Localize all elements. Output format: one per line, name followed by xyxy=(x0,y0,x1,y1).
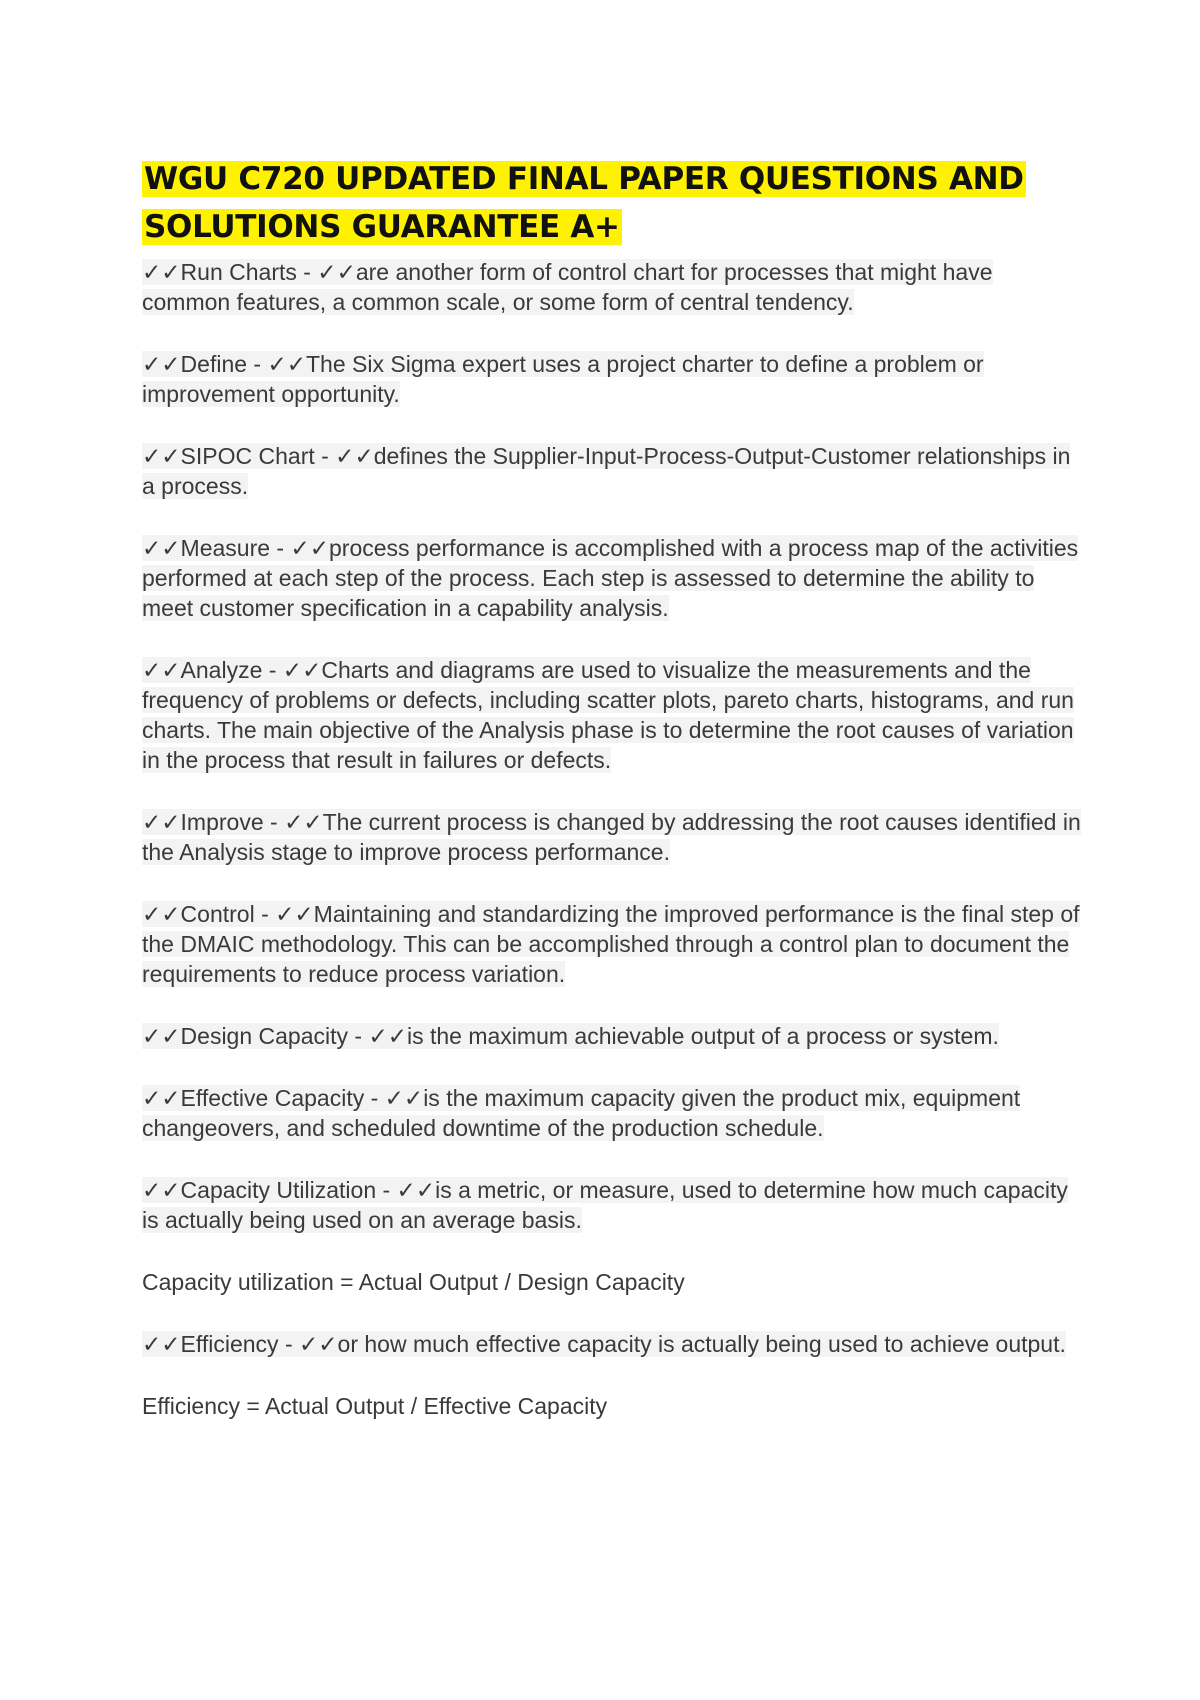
formula-efficiency xyxy=(142,1391,1082,1421)
entry-design-capacity xyxy=(142,1021,1082,1051)
entry-text: ✓✓Control - ✓✓Maintaining and standardizing the improved performance is the final step of the DMAIC methodology. This can be accomplished through a control plan to document the requirements to reduce process variation. xyxy=(142,901,1080,987)
formula-text: Efficiency = Actual Output / Effective Capacity xyxy=(142,1393,608,1419)
entry-text: ✓✓Analyze - ✓✓Charts and diagrams are used to visualize the measurements and the frequency of problems or defects, including scatter plots, pareto charts, histograms, and run charts. The main objective of the Analysis phase is to determine the root causes of variation in the process that result in failures or defects. xyxy=(142,657,1074,773)
formula-capacity-utilization xyxy=(142,1267,1082,1297)
formula-text: Capacity utilization = Actual Output / Design Capacity xyxy=(142,1269,685,1295)
entry-efficiency xyxy=(142,1329,1082,1359)
entry-text: ✓✓Capacity Utilization - ✓✓is a metric, or measure, used to determine how much capacity is actually being used on an average basis. xyxy=(142,1177,1068,1233)
entry-control xyxy=(142,899,1082,989)
document-title xyxy=(142,155,1082,251)
entry-capacity-utilization xyxy=(142,1175,1082,1235)
document-content xyxy=(142,155,1082,1453)
entry-text: ✓✓Effective Capacity - ✓✓is the maximum capacity given the product mix, equipment changeovers, and scheduled downtime of the production schedule. xyxy=(142,1085,1021,1141)
title-highlight xyxy=(142,161,1026,245)
entry-text: ✓✓Measure - ✓✓process performance is accomplished with a process map of the activities performed at each step of the process. Each step is assessed to determine the ability to meet customer specification in a capability analysis. xyxy=(142,535,1079,621)
title-line-1: WGU C720 UPDATED FINAL PAPER QUESTIONS AND xyxy=(144,161,1024,197)
title-line-2: SOLUTIONS GUARANTEE A+ xyxy=(144,209,620,245)
entry-list xyxy=(142,257,1082,1421)
entry-effective-capacity xyxy=(142,1083,1082,1143)
entry-text: ✓✓Improve - ✓✓The current process is changed by addressing the root causes identified in the Analysis stage to improve process performance. xyxy=(142,809,1081,865)
entry-analyze xyxy=(142,655,1082,775)
entry-text: ✓✓Run Charts - ✓✓are another form of control chart for processes that might have common features, a common scale, or some form of central tendency. xyxy=(142,259,993,315)
entry-text: ✓✓SIPOC Chart - ✓✓defines the Supplier-Input-Process-Output-Customer relationships in a process. xyxy=(142,443,1071,499)
entry-run-charts xyxy=(142,257,1082,317)
entry-sipoc-chart xyxy=(142,441,1082,501)
entry-measure xyxy=(142,533,1082,623)
entry-text: ✓✓Define - ✓✓The Six Sigma expert uses a project charter to define a problem or improvement opportunity. xyxy=(142,351,984,407)
entry-text: ✓✓Efficiency - ✓✓or how much effective capacity is actually being used to achieve output. xyxy=(142,1331,1066,1357)
entry-improve xyxy=(142,807,1082,867)
entry-text: ✓✓Design Capacity - ✓✓is the maximum achievable output of a process or system. xyxy=(142,1023,999,1049)
entry-define xyxy=(142,349,1082,409)
